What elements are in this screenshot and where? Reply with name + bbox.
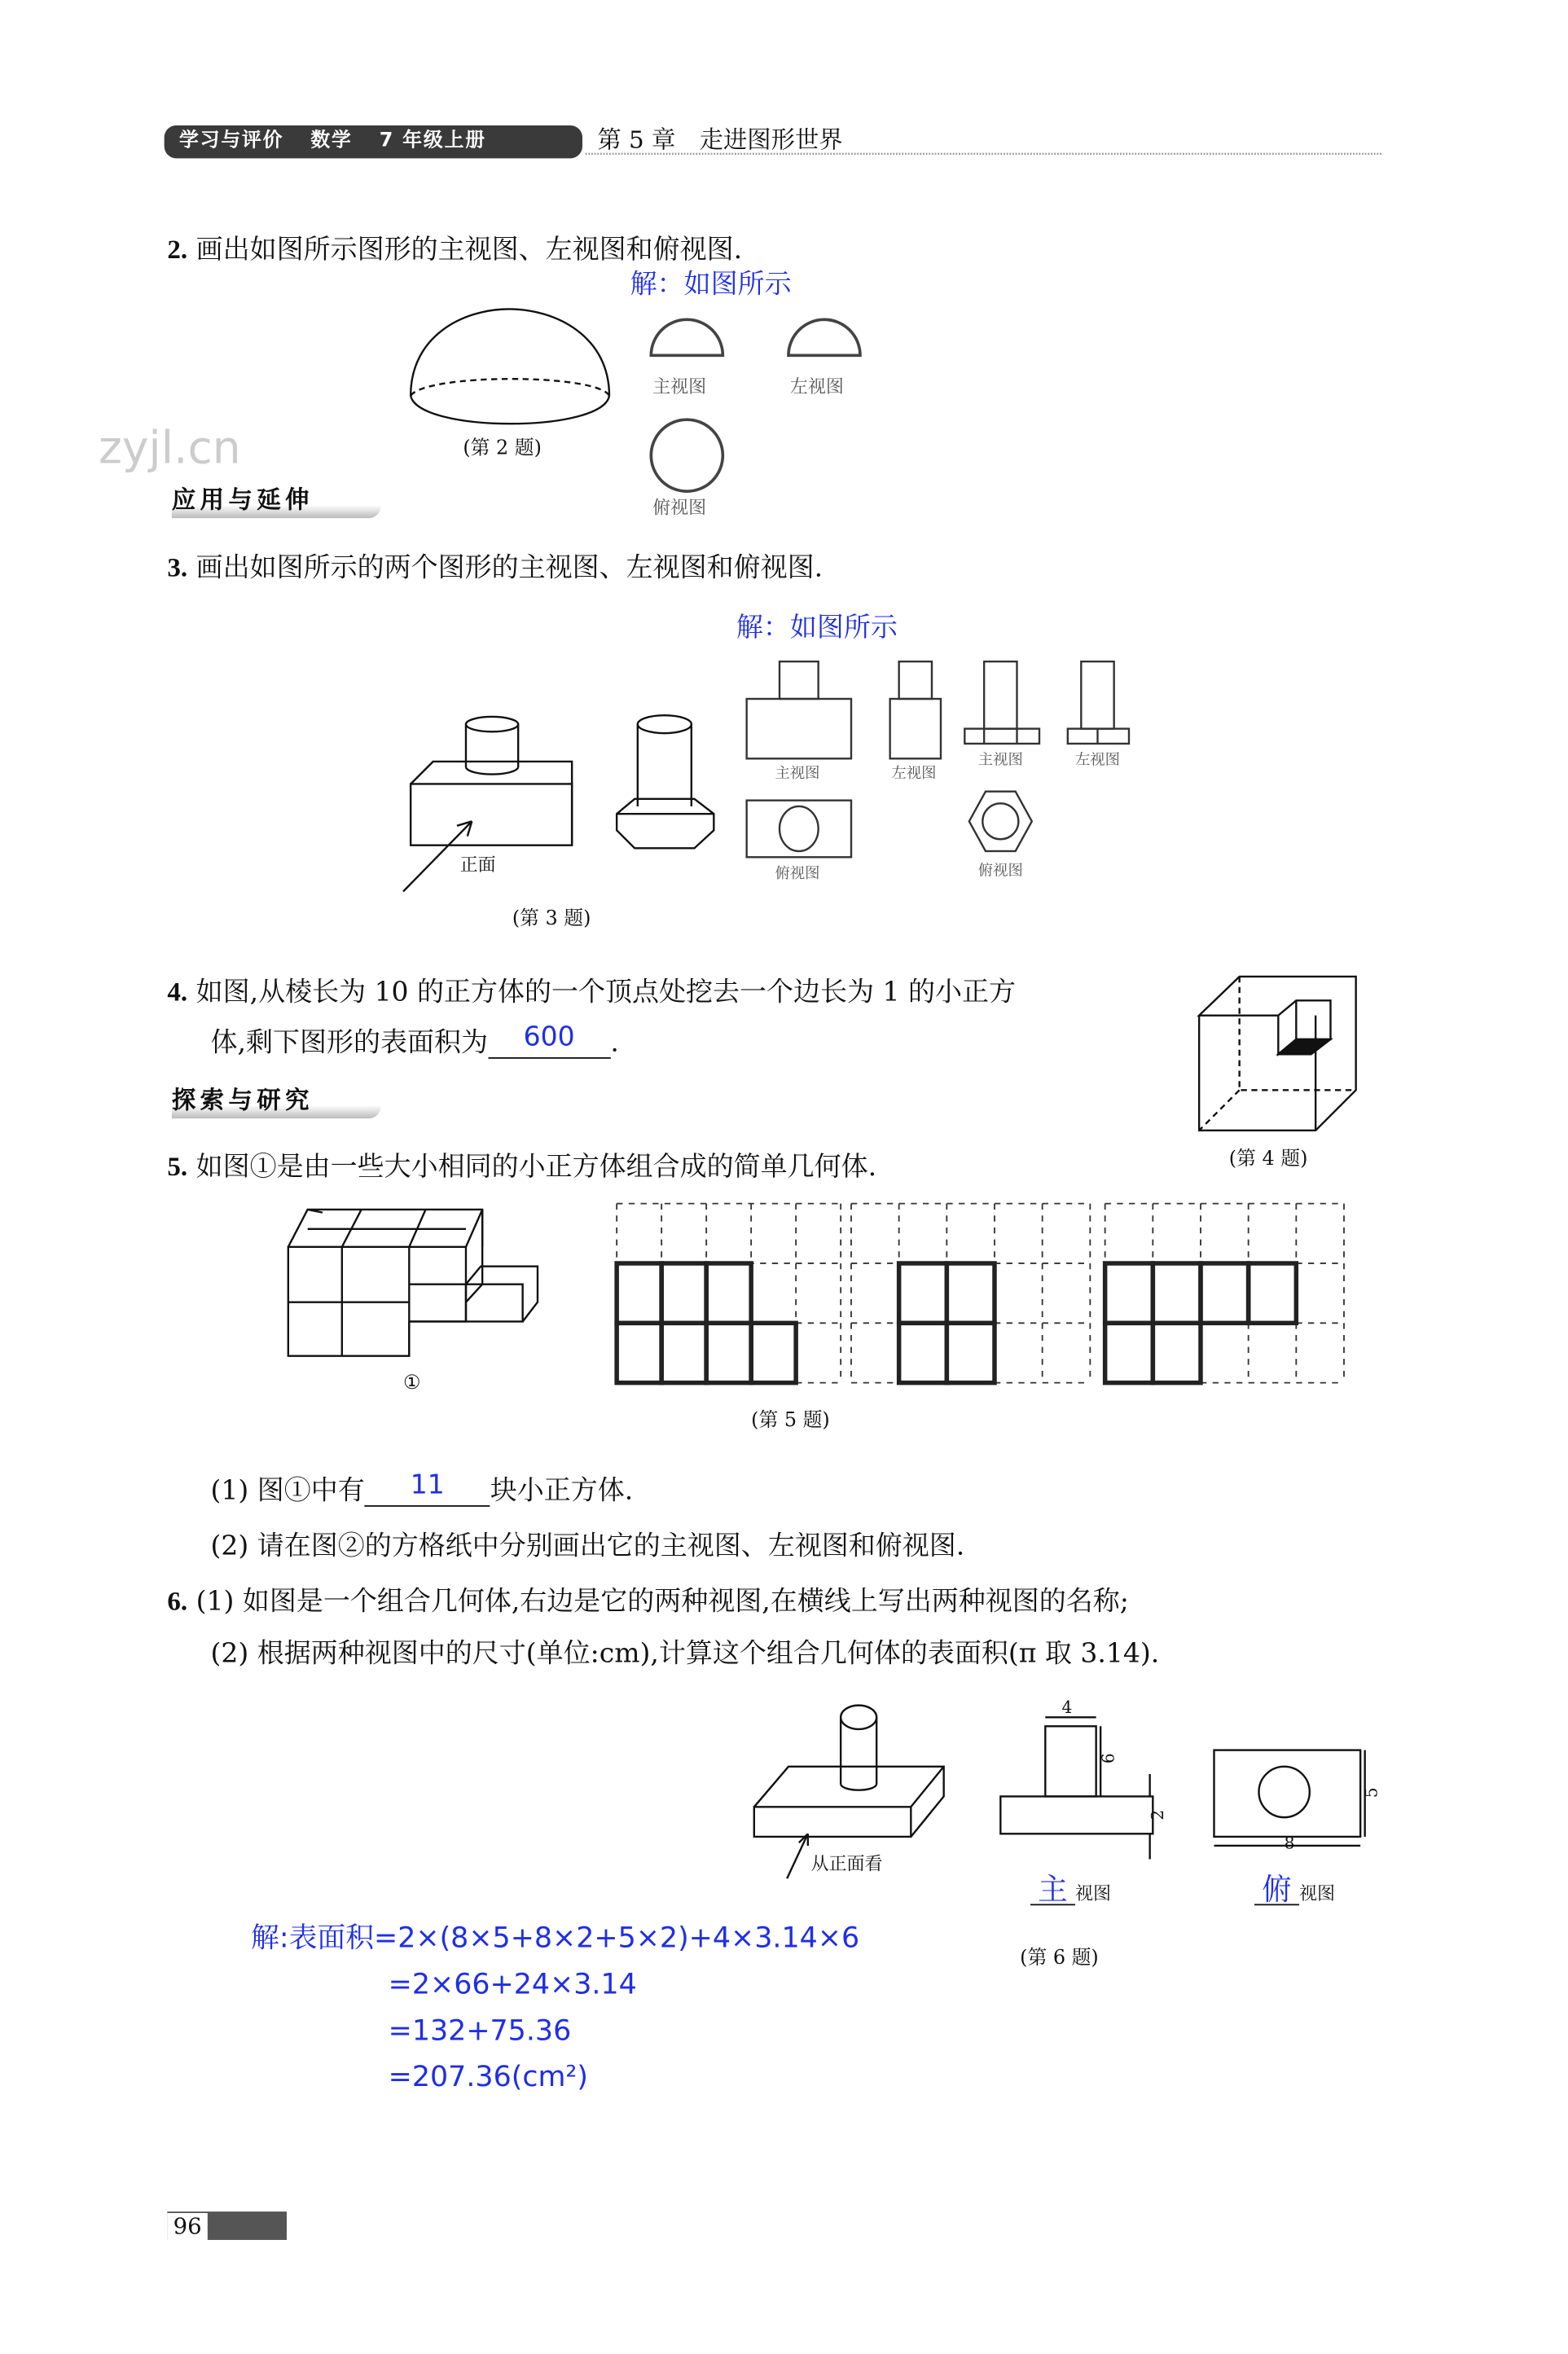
- q5-sub2: (2) 请在图②的方格纸中分别画出它的主视图、左视图和俯视图.: [210, 1531, 965, 1562]
- q5-caption: (第 5 题): [751, 1409, 830, 1433]
- section-heading-explore: 探索与研究: [172, 1086, 381, 1118]
- solution-line: =207.36(cm²): [388, 2060, 588, 2094]
- front-label: 正面: [459, 854, 496, 876]
- q6-answer-top: 俯: [1254, 1874, 1299, 1905]
- subject: 数学: [310, 130, 353, 152]
- grade: 7 年级上册: [379, 130, 486, 152]
- q3-view-label: 主视图: [977, 752, 1023, 770]
- page-number: 96: [167, 2213, 208, 2242]
- q4-text2: 体,剩下图形的表面积为: [210, 1027, 489, 1059]
- semicircle-front: [651, 319, 723, 355]
- q3-caption: (第 3 题): [512, 907, 591, 931]
- solution-line: =132+75.36: [388, 2014, 572, 2048]
- dim-8: 8: [1284, 1834, 1295, 1854]
- q2-view-label: 左视图: [789, 375, 844, 397]
- dim-5: 5: [1361, 1787, 1381, 1798]
- q2-view-label: 主视图: [652, 375, 707, 397]
- view-square: [947, 1323, 995, 1382]
- q5-sub1-text: (1) 图①中有: [210, 1475, 365, 1507]
- dim-6: 6: [1099, 1753, 1119, 1764]
- front-arrow: [403, 821, 472, 891]
- cube-stack-figure: [288, 1210, 538, 1356]
- solution-line: =2×66+24×3.14: [388, 1968, 637, 2001]
- q3-number: 3.: [167, 552, 188, 582]
- grid-answers: [617, 1263, 1296, 1383]
- q2-caption: (第 2 题): [463, 437, 542, 460]
- view-square: [1105, 1323, 1153, 1382]
- q3-view-label: 俯视图: [977, 863, 1023, 880]
- view-square: [661, 1323, 706, 1382]
- q3-view-label: 俯视图: [775, 866, 820, 883]
- q5-sub1-post: 块小正方体.: [490, 1475, 634, 1507]
- q4-text: 如图,从棱长为 10 的正方体的一个顶点处挖去一个边长为 1 的小正方: [195, 976, 1017, 1008]
- solution-line: 解:表面积=2×(8×5+8×2+5×2)+4×3.14×6: [250, 1921, 860, 1955]
- q2-number: 2.: [167, 234, 188, 265]
- hemisphere-figure: [411, 309, 609, 424]
- view-square: [1153, 1263, 1201, 1323]
- view-square: [706, 1323, 751, 1382]
- dim-4: 4: [1061, 1697, 1073, 1718]
- q3-text: 画出如图所示的两个图形的主视图、左视图和俯视图.: [195, 552, 824, 584]
- q6-sub1: (1) 如图是一个组合几何体,右边是它的两种视图,在横线上写出两种视图的名称;: [195, 1585, 1129, 1618]
- view-square: [751, 1323, 796, 1382]
- cylinder-on-block-figure: [754, 1706, 944, 1879]
- circle-top: [651, 419, 723, 491]
- q4-period: .: [610, 1027, 619, 1059]
- view-square: [706, 1263, 751, 1323]
- q5-answer: 11: [410, 1469, 445, 1501]
- q2-text: 画出如图所示图形的主视图、左视图和俯视图.: [195, 234, 743, 266]
- grid-paper: [617, 1204, 1344, 1383]
- view-square: [947, 1263, 995, 1323]
- semicircle-left: [788, 319, 860, 355]
- q5-number: 5.: [167, 1151, 188, 1182]
- q2-answer-views: [651, 319, 860, 491]
- q5-fig-label: ①: [402, 1372, 421, 1395]
- q6-answer-main: 主: [1030, 1874, 1075, 1905]
- view-arrow: [787, 1834, 808, 1878]
- q3-answer: 解：如图所示: [736, 612, 898, 644]
- q4-caption: (第 4 题): [1228, 1148, 1308, 1171]
- view-square: [617, 1323, 661, 1382]
- view-square: [899, 1263, 947, 1323]
- view-square: [1105, 1263, 1153, 1323]
- chapter-title: 第 5 章 走进图形世界: [597, 125, 843, 154]
- view-from-front: 从正面看: [810, 1853, 883, 1874]
- book-title: 学习与评价: [178, 130, 284, 152]
- q6-caption: (第 6 题): [1020, 1947, 1099, 1970]
- q6-number: 6.: [167, 1585, 188, 1616]
- view-square: [617, 1263, 661, 1323]
- front-view-dims: [1000, 1717, 1153, 1859]
- view-square: [899, 1323, 947, 1382]
- q3-view-label: 左视图: [1074, 752, 1120, 770]
- view-square: [1249, 1263, 1297, 1323]
- q3-view-label: 主视图: [775, 766, 820, 783]
- box-cylinder-figure: [403, 717, 572, 891]
- view-suffix: 视图: [1298, 1882, 1335, 1904]
- top-view-dims: [1214, 1750, 1364, 1846]
- q4-answer: 600: [523, 1021, 575, 1053]
- q2-view-label: 俯视图: [652, 497, 707, 519]
- q2-answer: 解：如图所示: [630, 268, 792, 301]
- q5-text: 如图①是由一些大小相同的小正方体组合成的简单几何体.: [195, 1151, 877, 1183]
- bolt-figure: [617, 715, 714, 848]
- cube-figure: [1199, 977, 1355, 1131]
- dim-2: 2: [1148, 1809, 1168, 1820]
- q6-sub2: (2) 根据两种视图中的尺寸(单位:cm),计算这个组合几何体的表面积(π 取 3.14).: [210, 1638, 1160, 1670]
- section-heading-apply: 应用与延伸: [172, 485, 381, 518]
- q3-answer-views: [747, 661, 1129, 857]
- q4-number: 4.: [167, 976, 188, 1007]
- view-square: [1153, 1323, 1201, 1382]
- view-suffix: 视图: [1074, 1882, 1112, 1904]
- view-square: [661, 1263, 706, 1323]
- view-square: [1201, 1263, 1249, 1323]
- q3-view-label: 左视图: [891, 766, 937, 783]
- watermark: zyjl.cn: [98, 422, 241, 475]
